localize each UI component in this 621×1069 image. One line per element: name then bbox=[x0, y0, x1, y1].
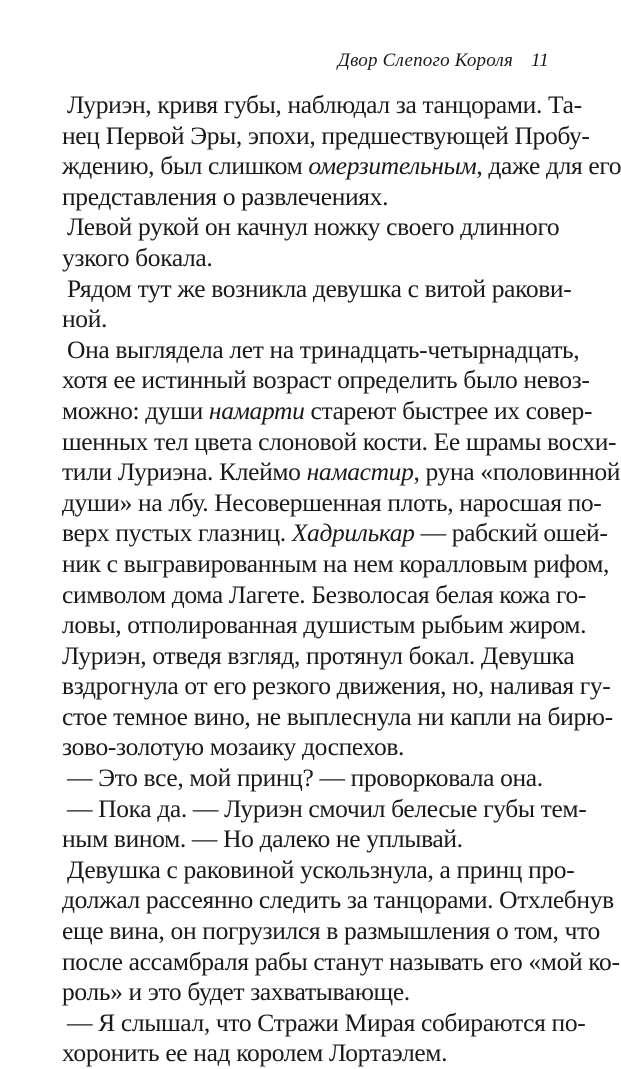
text-line bbox=[62, 793, 587, 825]
text-run: представления о развлечениях. bbox=[62, 181, 389, 211]
text-line bbox=[62, 610, 587, 641]
text-run: Левой рукой он качнул ножку своего длинного bbox=[67, 212, 560, 242]
text-run: ной. bbox=[62, 304, 108, 334]
text-line bbox=[62, 1007, 586, 1039]
text-line bbox=[62, 885, 614, 916]
text-run: роль» и это будет захватывающе. bbox=[62, 977, 410, 1007]
text-run: — Пока да. — Луриэн смочил белесые губы тем- bbox=[67, 793, 587, 823]
text-line bbox=[62, 426, 617, 458]
text-run: — Я слышал, что Стражи Мирая собираются по- bbox=[67, 1007, 586, 1037]
text-line bbox=[62, 671, 611, 702]
text-run: стое темное вино, не выплеснула ни капли на бирю- bbox=[62, 701, 613, 731]
text-line bbox=[62, 182, 559, 213]
text-run: ждению, был слишком bbox=[62, 151, 309, 181]
text-line bbox=[62, 548, 610, 580]
text-run: вздрогнула от его резкого движения, но, наливая гу- bbox=[62, 671, 611, 701]
paragraph bbox=[62, 273, 572, 335]
text-line bbox=[62, 854, 575, 886]
text-line bbox=[62, 120, 590, 152]
text-run: ловы, отполированная душистым рыбьим жиром. bbox=[62, 610, 587, 640]
text-run: нец Первой Эры, эпохи, предшествующей Пробу- bbox=[62, 120, 590, 150]
text-run: после ассамбраля рабы станут называть его «мой ко- bbox=[62, 946, 620, 976]
italic-term: Хадрилькар bbox=[291, 518, 415, 548]
text-run: зово-золотую мозаику доспехов. bbox=[62, 732, 405, 762]
text-run: Она выглядела лет на тринадцать-четырнадцать, bbox=[67, 334, 580, 364]
italic-term: омерзительным bbox=[308, 151, 477, 181]
text-line bbox=[62, 916, 600, 947]
text-run: ным вином. — Но далеко не уплывай. bbox=[62, 824, 463, 854]
text-line bbox=[62, 579, 587, 611]
text-line bbox=[62, 90, 582, 121]
text-line bbox=[62, 1038, 559, 1069]
text-run: — Это все, мой принц? — проворковала она. bbox=[67, 763, 543, 793]
text-line bbox=[62, 824, 559, 855]
text-run: еще вина, он погрузился в размышления о том, что bbox=[62, 916, 600, 946]
text-run: можно: души bbox=[62, 395, 209, 425]
text-line bbox=[62, 946, 620, 978]
paragraph bbox=[62, 334, 621, 763]
text-run: тили Луриэна. Клеймо bbox=[62, 457, 307, 487]
text-line bbox=[62, 243, 559, 274]
paragraph bbox=[62, 854, 620, 1008]
text-run: Луриэн, кривя губы, наблюдал за танцорами. Та- bbox=[67, 90, 582, 119]
text-run: хоронить ее над королем Лортаэлем. bbox=[62, 1038, 448, 1068]
text-run: души» на лбу. Несовершенная плоть, наросшая по- bbox=[62, 487, 602, 517]
body-text bbox=[62, 90, 621, 1069]
italic-term: намарти bbox=[208, 395, 305, 425]
text-line bbox=[62, 334, 580, 366]
paragraph bbox=[62, 212, 559, 273]
text-line bbox=[62, 732, 559, 763]
text-run: , даже для его bbox=[476, 151, 621, 181]
text-run: Рядом тут же возникла девушка с витой ракови- bbox=[67, 273, 572, 303]
text-line bbox=[62, 977, 559, 1008]
text-run: Луриэн, отведя взгляд, протянул бокал. Девушка bbox=[62, 640, 575, 670]
text-line bbox=[62, 212, 559, 243]
running-header bbox=[338, 50, 549, 72]
paragraph bbox=[62, 90, 621, 212]
text-run: , руна «половинной bbox=[413, 457, 621, 487]
text-run: шенных тел цвета слоновой кости. Ее шрамы восхи- bbox=[62, 426, 617, 456]
text-run: верх пустых глазниц. bbox=[62, 518, 292, 548]
text-run: узкого бокала. bbox=[62, 242, 213, 272]
text-line bbox=[62, 487, 602, 519]
text-run: ник с выгравированным на нем коралловым рифом, bbox=[62, 548, 610, 578]
text-run: должал рассеянно следить за танцорами. Отхлебнув bbox=[62, 885, 614, 915]
text-line bbox=[62, 395, 593, 427]
text-line bbox=[62, 273, 572, 305]
text-line bbox=[62, 457, 621, 488]
paragraph bbox=[62, 763, 559, 794]
text-line bbox=[62, 701, 613, 733]
paragraph bbox=[62, 1007, 586, 1069]
text-line bbox=[62, 763, 559, 794]
text-run: хотя ее истинный возраст определить было невоз- bbox=[62, 365, 590, 395]
text-run: стареют быстрее их совер- bbox=[304, 395, 593, 425]
text-run: Девушка с раковиной ускользнула, а принц про- bbox=[67, 854, 575, 884]
book-title: Двор Слепого Короля bbox=[337, 50, 513, 71]
text-line bbox=[62, 365, 590, 396]
text-run: — рабский ошей- bbox=[414, 518, 608, 548]
page-number: 11 bbox=[531, 50, 549, 71]
italic-term: намастир bbox=[306, 457, 414, 487]
paragraph bbox=[62, 793, 587, 855]
text-line bbox=[62, 151, 621, 182]
text-line bbox=[62, 518, 608, 549]
text-line bbox=[62, 304, 559, 335]
text-line bbox=[62, 640, 575, 672]
text-run: символом дома Лагете. Безволосая белая кожа го- bbox=[62, 579, 587, 609]
